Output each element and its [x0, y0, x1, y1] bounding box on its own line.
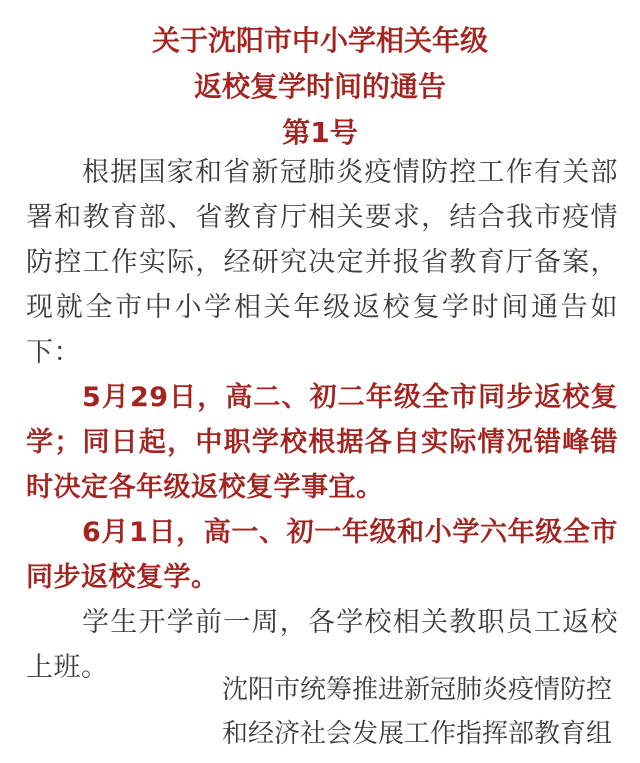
item1-paragraph: 5月29日，高二、初二年级全市同步返校复学；同日起，中职学校根据各自实际情况错峰错时决定各年级返校复学事宜。 [26, 382, 618, 503]
notice-title-line1: 关于沈阳市中小学相关年级 [151, 24, 488, 57]
notice-number: 第1号 [282, 116, 358, 149]
signature-line1: 沈阳市统筹推进新冠肺炎疫情防控 [221, 675, 612, 705]
intro-paragraph: 根据国家和省新冠肺炎疫情防控工作有关部署和教育部、省教育厅相关要求，结合我市疫情防控工作实际，经研究决定并报省教育厅备案，现就全市中小学相关年级返校复学时间通告如下： [26, 157, 618, 368]
signature-line2: 和经济社会发展工作指挥部教育组 [221, 719, 612, 749]
staff-paragraph: 学生开学前一周，各学校相关教职员工返校上班。 [26, 607, 618, 683]
item2-paragraph: 6月1日，高一、初一年级和小学六年级全市同步返校复学。 [26, 517, 618, 593]
signature-block [222, 668, 612, 756]
notice-title-line2: 返校复学时间的通告 [193, 70, 446, 103]
notice-header [0, 18, 640, 156]
notice-body [26, 150, 618, 690]
